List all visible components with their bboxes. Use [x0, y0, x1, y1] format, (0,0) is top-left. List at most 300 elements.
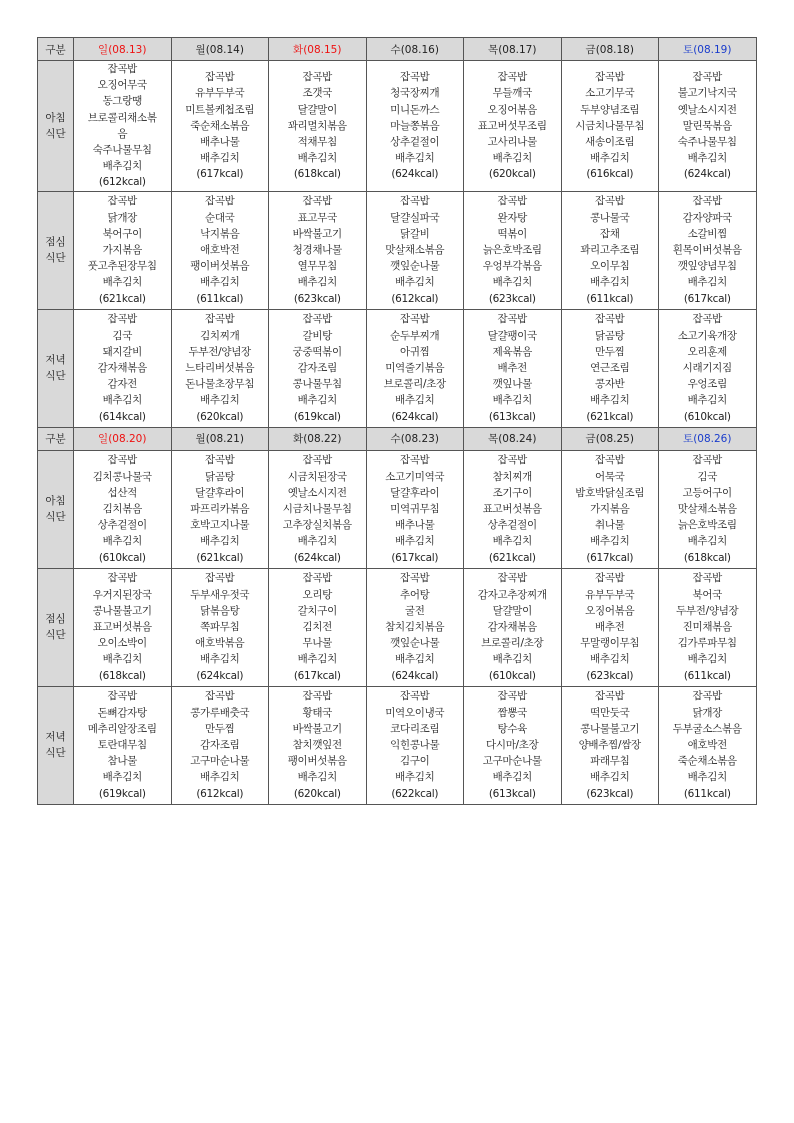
- menu-item: 배추김치: [395, 653, 435, 666]
- menu-item: 배추김치: [590, 535, 630, 548]
- menu-item: 궁중떡볶이: [292, 345, 342, 358]
- meal-row: [38, 61, 757, 192]
- menu-item: 잡채: [599, 227, 620, 240]
- calorie-value: (623kcal): [488, 292, 536, 305]
- menu-item: 배추김치: [297, 771, 337, 784]
- menu-item: 쪽파무침: [200, 621, 240, 634]
- menu-item: 잡곡밥: [204, 454, 235, 467]
- menu-item: 배추김치: [687, 276, 727, 289]
- week-header-row: [38, 38, 757, 61]
- menu-item: 갈비탕: [302, 329, 333, 342]
- menu-item: 잡곡밥: [204, 195, 235, 208]
- menu-item: 배추김치: [492, 152, 532, 165]
- calorie-value: (617kcal): [391, 551, 439, 564]
- meal-label: [38, 61, 74, 192]
- menu-item: 숙주나물무침: [92, 144, 152, 157]
- menu-item: 배추김치: [200, 771, 240, 784]
- menu-item: 늙은호박조림: [482, 244, 542, 257]
- menu-item: 미역줄기볶음: [385, 362, 445, 375]
- menu-item: 배추김치: [297, 152, 337, 165]
- menu-cell: [366, 568, 464, 686]
- menu-item: 잡곡밥: [692, 195, 723, 208]
- menu-item: 무나물: [302, 637, 333, 650]
- menu-item: 고등어구이: [682, 486, 732, 499]
- menu-item: 배추김치: [687, 394, 727, 407]
- menu-item: 황태국: [302, 706, 333, 719]
- menu-item: 잡곡밥: [302, 313, 333, 326]
- menu-item: 유부두부국: [585, 588, 635, 601]
- menu-item: 우엉부각볶음: [482, 260, 542, 273]
- menu-item: 밤호박닭실조림: [575, 486, 645, 499]
- menu-item: 참치깻잎전: [292, 739, 342, 752]
- menu-item: 적채무침: [297, 135, 337, 148]
- menu-item: 잡곡밥: [399, 313, 430, 326]
- meal-label-line: 점심: [45, 236, 66, 249]
- menu-cell: [659, 568, 757, 686]
- menu-item: 마늘쫑볶음: [390, 119, 440, 132]
- menu-item: 배추김치: [590, 276, 630, 289]
- menu-cell: [464, 686, 562, 804]
- menu-cell: [464, 61, 562, 192]
- menu-item: 잡곡밥: [302, 572, 333, 585]
- menu-item: 북어구이: [102, 227, 142, 240]
- header-label: 구분: [38, 38, 74, 61]
- menu-item: 잡곡밥: [399, 195, 430, 208]
- menu-item: 닭갈비: [399, 227, 430, 240]
- calorie-value: (618kcal): [98, 669, 146, 682]
- menu-item: 코다리조림: [390, 722, 440, 735]
- menu-item: 꽈리멸치볶음: [287, 119, 347, 132]
- calorie-value: (612kcal): [196, 787, 244, 800]
- menu-item: 닭개장: [692, 706, 723, 719]
- day-header: 금(08.25): [561, 427, 659, 450]
- calorie-value: (623kcal): [586, 669, 634, 682]
- menu-item: 배추김치: [395, 535, 435, 548]
- menu-item: 오리훈제: [687, 345, 727, 358]
- menu-item: 배추김치: [200, 276, 240, 289]
- meal-label-line: 저녁: [45, 354, 66, 367]
- menu-item: 익힌콩나물: [390, 739, 440, 752]
- menu-item: 배추김치: [200, 535, 240, 548]
- menu-cell: [74, 568, 172, 686]
- menu-item: 애호박전: [200, 244, 240, 257]
- day-header: 월(08.21): [171, 427, 269, 450]
- menu-cell: [561, 309, 659, 427]
- menu-item: 무말랭이무침: [580, 637, 640, 650]
- calorie-value: (612kcal): [391, 292, 439, 305]
- menu-item: 오징어볶음: [585, 604, 635, 617]
- menu-item: 감자조림: [200, 739, 240, 752]
- menu-item: 잡곡밥: [497, 71, 528, 84]
- day-header: 월(08.14): [171, 38, 269, 61]
- menu-item: 배추김치: [102, 276, 142, 289]
- menu-item: 순대국: [204, 211, 235, 224]
- calorie-value: (611kcal): [586, 292, 634, 305]
- menu-item: 두부양념조림: [580, 103, 640, 116]
- menu-item: 상추겉절이: [390, 135, 440, 148]
- menu-item: 표고버섯무조림: [477, 119, 547, 132]
- calorie-value: (623kcal): [293, 292, 341, 305]
- menu-item: 달걀말이: [492, 604, 532, 617]
- menu-item: 음: [117, 127, 128, 140]
- menu-item: 배추김치: [102, 160, 142, 173]
- menu-item: 두부전/양념장: [676, 604, 739, 617]
- menu-item: 취나물: [594, 519, 625, 532]
- menu-item: 시금치나물무침: [282, 503, 352, 516]
- menu-item: 오징어볶음: [487, 103, 537, 116]
- menu-item: 잡곡밥: [692, 454, 723, 467]
- weekly-meal-table: [37, 37, 757, 805]
- menu-item: 다시마/초장: [486, 739, 539, 752]
- menu-cell: [171, 686, 269, 804]
- menu-item: 깻잎양념무침: [677, 260, 737, 273]
- calorie-value: (611kcal): [683, 669, 731, 682]
- week-header-row: [38, 427, 757, 450]
- menu-item: 배추김치: [102, 535, 142, 548]
- menu-item: 유부두부국: [195, 87, 245, 100]
- menu-item: 양배추찜/쌈장: [578, 739, 641, 752]
- menu-item: 표고무국: [297, 211, 337, 224]
- menu-item: 배추김치: [102, 653, 142, 666]
- day-header: 화(08.15): [269, 38, 367, 61]
- day-header: 일(08.13): [74, 38, 172, 61]
- menu-item: 닭곰탕: [204, 470, 235, 483]
- menu-item: 배추김치: [590, 771, 630, 784]
- menu-item: 잡곡밥: [594, 71, 625, 84]
- menu-item: 만두찜: [204, 722, 235, 735]
- calorie-value: (621kcal): [488, 551, 536, 564]
- menu-cell: [171, 450, 269, 568]
- menu-item: 배추김치: [102, 771, 142, 784]
- menu-cell: [659, 450, 757, 568]
- day-header: 일(08.20): [74, 427, 172, 450]
- menu-item: 돈나물초장무침: [185, 378, 255, 391]
- menu-item: 미역귀무침: [390, 503, 440, 516]
- menu-cell: [464, 568, 562, 686]
- menu-item: 진미채볶음: [682, 621, 732, 634]
- menu-item: 잡곡밥: [107, 195, 138, 208]
- menu-item: 잡곡밥: [107, 572, 138, 585]
- menu-item: 배추김치: [395, 771, 435, 784]
- meal-label-line: 식단: [45, 747, 66, 760]
- menu-item: 잡곡밥: [594, 690, 625, 703]
- menu-item: 잡곡밥: [497, 313, 528, 326]
- menu-cell: [74, 686, 172, 804]
- calorie-value: (619kcal): [98, 787, 146, 800]
- menu-item: 소갈비찜: [687, 227, 727, 240]
- calorie-value: (624kcal): [391, 410, 439, 423]
- menu-item: 잡곡밥: [399, 454, 430, 467]
- menu-item: 잡곡밥: [692, 313, 723, 326]
- menu-cell: [74, 450, 172, 568]
- menu-item: 낙지볶음: [200, 227, 240, 240]
- menu-item: 미역오이냉국: [385, 706, 445, 719]
- menu-item: 감자채볶음: [487, 621, 537, 634]
- menu-item: 잡곡밥: [107, 63, 138, 75]
- menu-item: 청국장찌개: [390, 87, 440, 100]
- menu-item: 시금치나물무침: [575, 119, 645, 132]
- menu-item: 잡곡밥: [497, 572, 528, 585]
- calorie-value: (621kcal): [586, 410, 634, 423]
- menu-item: 배추김치: [687, 771, 727, 784]
- calorie-value: (619kcal): [293, 410, 341, 423]
- menu-cell: [366, 61, 464, 192]
- menu-cell: [561, 61, 659, 192]
- menu-item: 배추김치: [200, 653, 240, 666]
- meal-label-line: 식단: [45, 127, 66, 140]
- menu-item: 우엉조림: [687, 378, 727, 391]
- calorie-value: (610kcal): [98, 551, 146, 564]
- menu-item: 잡곡밥: [497, 454, 528, 467]
- menu-item: 팽이버섯볶음: [287, 755, 347, 768]
- menu-item: 잡곡밥: [497, 690, 528, 703]
- meal-label: [38, 568, 74, 686]
- menu-item: 동그랑땡: [102, 95, 142, 108]
- menu-item: 배추김치: [687, 152, 727, 165]
- menu-item: 상추겉절이: [97, 519, 147, 532]
- day-header: 목(08.17): [464, 38, 562, 61]
- menu-item: 콩나물국: [590, 211, 630, 224]
- calorie-value: (624kcal): [293, 551, 341, 564]
- menu-item: 두부전/양념장: [188, 345, 251, 358]
- menu-item: 애호박볶음: [195, 637, 245, 650]
- menu-item: 아귀찜: [399, 345, 430, 358]
- meal-label: [38, 686, 74, 804]
- menu-item: 참치김치볶음: [385, 621, 445, 634]
- menu-item: 갈치구이: [297, 604, 337, 617]
- menu-cell: [464, 309, 562, 427]
- menu-item: 감자전: [107, 378, 138, 391]
- meal-label-line: 아침: [45, 111, 66, 124]
- menu-item: 김치볶음: [102, 503, 142, 516]
- meal-row: [38, 450, 757, 568]
- menu-item: 잡곡밥: [204, 690, 235, 703]
- menu-item: 가지볶음: [590, 503, 630, 516]
- menu-item: 두부새우젓국: [190, 588, 250, 601]
- menu-cell: [171, 568, 269, 686]
- menu-item: 배추김치: [492, 653, 532, 666]
- menu-item: 미트볼케첩조림: [185, 103, 255, 116]
- menu-item: 브로콜리/초장: [383, 378, 446, 391]
- header-label: 구분: [38, 427, 74, 450]
- meal-label-line: 점심: [45, 613, 66, 626]
- menu-cell: [366, 450, 464, 568]
- menu-item: 배추김치: [492, 535, 532, 548]
- menu-item: 우거지된장국: [92, 588, 152, 601]
- menu-item: 굴전: [404, 604, 425, 617]
- menu-item: 김국: [112, 329, 133, 342]
- menu-item: 잡곡밥: [692, 690, 723, 703]
- menu-cell: [561, 191, 659, 309]
- menu-item: 옛날소시지전: [287, 486, 347, 499]
- calorie-value: (624kcal): [391, 669, 439, 682]
- menu-item: 김구이: [399, 755, 430, 768]
- menu-item: 배추김치: [297, 653, 337, 666]
- menu-item: 상추겉절이: [487, 519, 537, 532]
- menu-cell: [269, 450, 367, 568]
- calorie-value: (620kcal): [293, 787, 341, 800]
- menu-cell: [561, 450, 659, 568]
- menu-item: 배추김치: [492, 771, 532, 784]
- menu-item: 배추김치: [590, 394, 630, 407]
- menu-item: 잡곡밥: [302, 690, 333, 703]
- calorie-value: (618kcal): [293, 168, 341, 181]
- menu-item: 깻잎나물: [492, 378, 532, 391]
- menu-item: 오이무침: [590, 260, 630, 273]
- menu-cell: [269, 191, 367, 309]
- menu-item: 잡곡밥: [497, 195, 528, 208]
- menu-item: 팽이버섯볶음: [190, 260, 250, 273]
- calorie-value: (621kcal): [196, 551, 244, 564]
- menu-item: 달걀실파국: [390, 211, 440, 224]
- menu-item: 달걀말이: [297, 103, 337, 116]
- menu-item: 바싹불고기: [292, 227, 342, 240]
- menu-cell: [464, 450, 562, 568]
- calorie-value: (624kcal): [683, 168, 731, 181]
- menu-item: 옛날소시지전: [677, 103, 737, 116]
- menu-item: 오이소박이: [97, 637, 147, 650]
- menu-item: 파프리카볶음: [190, 503, 250, 516]
- menu-item: 배추전: [594, 621, 625, 634]
- calorie-value: (621kcal): [98, 292, 146, 305]
- menu-cell: [464, 191, 562, 309]
- menu-item: 표고버섯볶음: [482, 503, 542, 516]
- menu-item: 브로콜리채소볶: [87, 111, 157, 124]
- menu-item: 떡볶이: [497, 227, 528, 240]
- menu-item: 참나물: [107, 755, 138, 768]
- menu-item: 김치전: [302, 621, 333, 634]
- calorie-value: (617kcal): [293, 669, 341, 682]
- menu-item: 달걀팽이국: [487, 329, 537, 342]
- menu-cell: [659, 191, 757, 309]
- menu-item: 오리탕: [302, 588, 333, 601]
- menu-item: 깻잎순나물: [390, 260, 440, 273]
- menu-item: 배추김치: [687, 535, 727, 548]
- calorie-value: (618kcal): [683, 551, 731, 564]
- menu-item: 콩나물무침: [292, 378, 342, 391]
- menu-item: 표고버섯볶음: [92, 621, 152, 634]
- menu-item: 콩가루배춧국: [190, 706, 250, 719]
- menu-item: 섭산적: [107, 486, 138, 499]
- menu-item: 감자고추장찌개: [477, 588, 547, 601]
- menu-item: 잡곡밥: [692, 572, 723, 585]
- menu-item: 고구마순나물: [482, 755, 542, 768]
- menu-item: 잡곡밥: [594, 195, 625, 208]
- menu-item: 청경채나물: [292, 244, 342, 257]
- menu-cell: [366, 191, 464, 309]
- meal-row: [38, 191, 757, 309]
- menu-item: 추어탕: [399, 588, 430, 601]
- menu-item: 잡곡밥: [107, 690, 138, 703]
- menu-item: 바싹불고기: [292, 722, 342, 735]
- menu-item: 콩나물불고기: [580, 722, 640, 735]
- meal-label-line: 식단: [45, 370, 66, 383]
- menu-cell: [659, 309, 757, 427]
- menu-cell: [366, 309, 464, 427]
- meal-label-line: 식단: [45, 629, 66, 642]
- calorie-value: (624kcal): [196, 669, 244, 682]
- menu-item: 잡곡밥: [302, 195, 333, 208]
- menu-item: 소고기무국: [585, 87, 635, 100]
- menu-item: 배추김치: [395, 394, 435, 407]
- day-header: 목(08.24): [464, 427, 562, 450]
- menu-item: 애호박전: [687, 739, 727, 752]
- calorie-value: (612kcal): [98, 176, 146, 189]
- menu-item: 무들깨국: [492, 87, 532, 100]
- menu-item: 맛살채소볶음: [677, 503, 737, 516]
- menu-item: 김가루파무침: [677, 637, 737, 650]
- day-header: 토(08.19): [659, 38, 757, 61]
- menu-item: 콩나물불고기: [92, 604, 152, 617]
- menu-item: 늙은호박조림: [677, 519, 737, 532]
- menu-cell: [659, 686, 757, 804]
- menu-item: 배추김치: [297, 276, 337, 289]
- menu-item: 배추김치: [395, 276, 435, 289]
- menu-item: 조기구이: [492, 486, 532, 499]
- menu-item: 배추김치: [590, 653, 630, 666]
- menu-item: 닭곰탕: [594, 329, 625, 342]
- menu-item: 잡곡밥: [594, 454, 625, 467]
- menu-item: 떡만둣국: [590, 706, 630, 719]
- menu-item: 달걀후라이: [195, 486, 245, 499]
- menu-item: 고사리나물: [487, 135, 537, 148]
- menu-item: 열무무침: [297, 260, 337, 273]
- menu-cell: [659, 61, 757, 192]
- menu-cell: [561, 568, 659, 686]
- day-header: 토(08.26): [659, 427, 757, 450]
- menu-item: 감자채볶음: [97, 362, 147, 375]
- menu-item: 배추김치: [492, 394, 532, 407]
- menu-item: 흰목이버섯볶음: [672, 244, 742, 257]
- menu-item: 오징어무국: [97, 79, 147, 92]
- menu-item: 순두부찌개: [390, 329, 440, 342]
- menu-item: 배추나물: [200, 135, 240, 148]
- menu-item: 달걀후라이: [390, 486, 440, 499]
- menu-item: 북어국: [692, 588, 723, 601]
- menu-item: 배추나물: [395, 519, 435, 532]
- menu-item: 잡곡밥: [399, 690, 430, 703]
- menu-item: 참치찌개: [492, 470, 532, 483]
- menu-item: 탕수육: [497, 722, 528, 735]
- menu-item: 맛살채소볶음: [385, 244, 445, 257]
- menu-cell: [171, 61, 269, 192]
- calorie-value: (614kcal): [98, 410, 146, 423]
- menu-item: 김치찌개: [200, 329, 240, 342]
- menu-item: 잡곡밥: [594, 572, 625, 585]
- menu-item: 잡곡밥: [692, 71, 723, 84]
- menu-item: 호박고지나물: [190, 519, 250, 532]
- calorie-value: (613kcal): [488, 410, 536, 423]
- menu-item: 잡곡밥: [204, 313, 235, 326]
- menu-cell: [171, 191, 269, 309]
- day-header: 금(08.18): [561, 38, 659, 61]
- menu-item: 배추김치: [200, 394, 240, 407]
- menu-item: 토란대무침: [97, 739, 147, 752]
- menu-item: 제육볶음: [492, 345, 532, 358]
- menu-item: 조갯국: [302, 87, 333, 100]
- menu-item: 가지볶음: [102, 244, 142, 257]
- calorie-value: (610kcal): [488, 669, 536, 682]
- menu-item: 잡곡밥: [399, 71, 430, 84]
- menu-item: 김국: [697, 470, 718, 483]
- calorie-value: (611kcal): [196, 292, 244, 305]
- menu-item: 두부굴소스볶음: [672, 722, 742, 735]
- menu-item: 배추김치: [297, 394, 337, 407]
- meal-row: [38, 568, 757, 686]
- menu-item: 시금치된장국: [287, 470, 347, 483]
- menu-item: 배추김치: [395, 152, 435, 165]
- menu-item: 짬뽕국: [497, 706, 528, 719]
